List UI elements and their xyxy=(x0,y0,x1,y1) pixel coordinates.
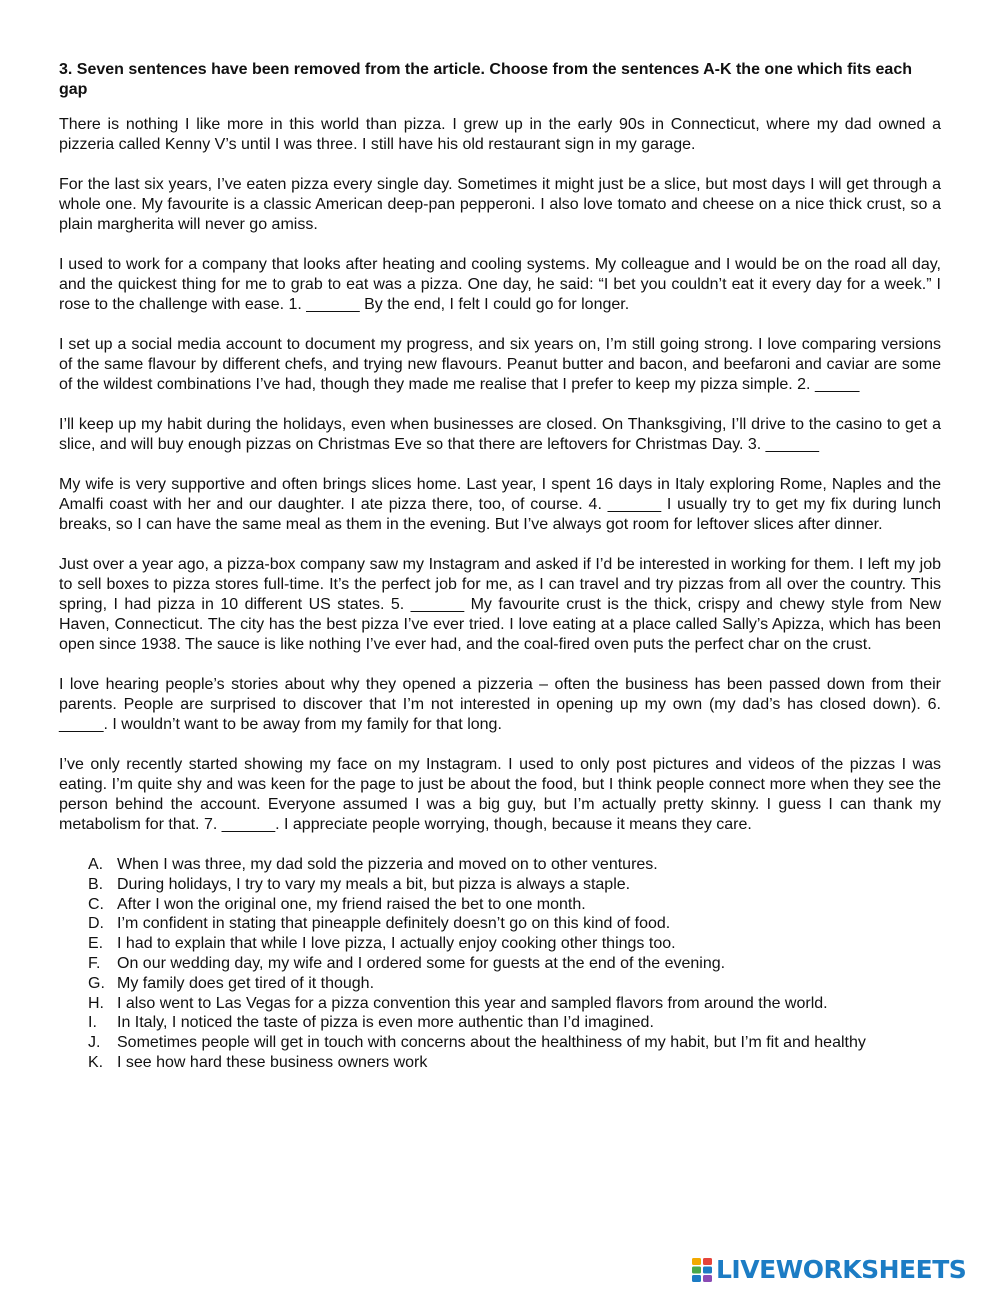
article-paragraph-5: I’ll keep up my habit during the holidays, even when businesses are closed. On Thanksgiving, I’ll drive to the casino to get a slice, and will buy enough pizzas on Christmas Eve so that there are leftovers for Christmas Day. 3. ______ xyxy=(59,416,941,453)
option-c xyxy=(88,895,941,915)
exercise-title: 3. Seven sentences have been removed from the article. Choose from the sentences A-K the one which fits each gap xyxy=(59,61,912,98)
option-letter: H. xyxy=(88,994,104,1012)
option-text: Sometimes people will get in touch with concerns about the healthiness of my habit, but I’m fit and healthy xyxy=(117,1034,866,1052)
option-letter: I. xyxy=(88,1014,97,1032)
article-paragraph-3: I used to work for a company that looks after heating and cooling systems. My colleague and I would be on the road all day, and the quickest thing for me to grab to eat was a pizza. One day, he said: “I bet you couldn’t eat it every day for a week.” I rose to the challenge with ease. 1. ______ By the end, I felt I could go for longer. xyxy=(59,256,941,313)
liveworksheets-logo-text: LIVEWORKSHEETS xyxy=(716,1255,967,1284)
option-letter: G. xyxy=(88,974,105,992)
option-text: During holidays, I try to vary my meals a bit, but pizza is always a staple. xyxy=(117,875,631,893)
option-text: I also went to Las Vegas for a pizza convention this year and sampled flavors from around the world. xyxy=(117,994,828,1012)
article-paragraph-2: For the last six years, I’ve eaten pizza every single day. Sometimes it might just be a slice, but most days I will get through a whole one. My favourite is a classic American deep-pan pepperoni. I also love tomato and cheese on a nice thick crust, so a plain margherita will never go amiss. xyxy=(59,176,941,233)
option-text: When I was three, my dad sold the pizzeria and moved on to other ventures. xyxy=(117,856,658,873)
option-k xyxy=(88,1053,941,1073)
option-h xyxy=(88,994,941,1014)
article-paragraph-4: I set up a social media account to document my progress, and six years on, I’m still going strong. I love comparing versions of the same flavour by different chefs, and trying new flavours. Peanut butter and bacon, and beefaroni and caviar are some of the wildest combinations I’ve had, though they made me realise that I prefer to keep my pizza simple. 2. _____ xyxy=(59,336,941,393)
answer-options-list xyxy=(59,855,941,1073)
option-i xyxy=(88,1013,941,1033)
article-paragraph-8: I love hearing people’s stories about why they opened a pizzeria – often the business has been passed down from their parents. People are surprised to discover that I’m not interested in opening up my own (my dad’s has closed down). 6. _____. I wouldn’t want to be away from my family for that long. xyxy=(59,676,941,733)
option-b xyxy=(88,875,941,895)
option-d xyxy=(88,914,941,934)
article-paragraph-7: Just over a year ago, a pizza-box company saw my Instagram and asked if I’d be interested in working for them. I left my job to sell boxes to pizza stores full-time. It’s the perfect job for me, as I can travel and try pizzas from all over the country. This spring, I had pizza in 10 different US states. 5. ______ My favourite crust is the thick, crispy and chewy style from New Haven, Connecticut. The city has the best pizza I’ve ever tried. I love eating at a place called Sally’s Apizza, which has been open since 1938. The sauce is like nothing I’ve ever had, and the coal-fired oven puts the perfect char on the crust. xyxy=(59,556,941,653)
article-paragraph-6: My wife is very supportive and often brings slices home. Last year, I spent 16 days in Italy exploring Rome, Naples and the Amalfi coast with her and our daughter. I ate pizza there, too, of course. 4. ______ I usually try to get my fix during lunch breaks, so I can have the same meal as them in the evening. But I’ve always got room for leftover slices after dinner. xyxy=(59,476,941,533)
option-f xyxy=(88,954,941,974)
option-letter: J. xyxy=(88,1034,101,1052)
option-text: I had to explain that while I love pizza, I actually enjoy cooking other things too. xyxy=(117,935,676,953)
option-letter: K. xyxy=(88,1053,104,1071)
option-letter: D. xyxy=(88,915,104,933)
option-text: In Italy, I noticed the taste of pizza is even more authentic than I’d imagined. xyxy=(117,1014,654,1032)
option-text: I see how hard these business owners work xyxy=(117,1053,428,1071)
article-paragraph-1: There is nothing I like more in this world than pizza. I grew up in the early 90s in Connecticut, where my dad owned a pizzeria called Kenny V’s until I was three. I still have his old restaurant sign in my garage. xyxy=(59,116,941,153)
option-letter: B. xyxy=(88,875,104,893)
option-text: I’m confident in stating that pineapple definitely doesn’t go on this kind of food. xyxy=(117,915,671,933)
option-j xyxy=(88,1033,941,1053)
option-text: After I won the original one, my friend raised the bet to one month. xyxy=(117,895,586,913)
option-e xyxy=(88,934,941,954)
liveworksheets-logo xyxy=(692,1255,990,1285)
worksheet xyxy=(59,60,941,1073)
option-text: On our wedding day, my wife and I ordered some for guests at the end of the evening. xyxy=(117,954,726,972)
option-text: My family does get tired of it though. xyxy=(117,974,375,992)
article-paragraph-9: I’ve only recently started showing my face on my Instagram. I used to only post pictures and videos of the pizzas I was eating. I’m quite shy and was keen for the page to just be about the food, but I think people connect more when they see the person behind the account. Everyone assumed I was a big guy, but I’m actually pretty skinny. I guess I can thank my metabolism for that. 7. ______. I appreciate people worrying, though, because it means they care. xyxy=(59,756,941,833)
option-letter: F. xyxy=(88,954,101,972)
option-letter: E. xyxy=(88,935,104,953)
option-g xyxy=(88,974,941,994)
option-letter: C. xyxy=(88,895,104,913)
liveworksheets-logo-icon xyxy=(692,1258,712,1282)
option-a xyxy=(88,855,941,875)
option-letter: A. xyxy=(88,856,104,873)
